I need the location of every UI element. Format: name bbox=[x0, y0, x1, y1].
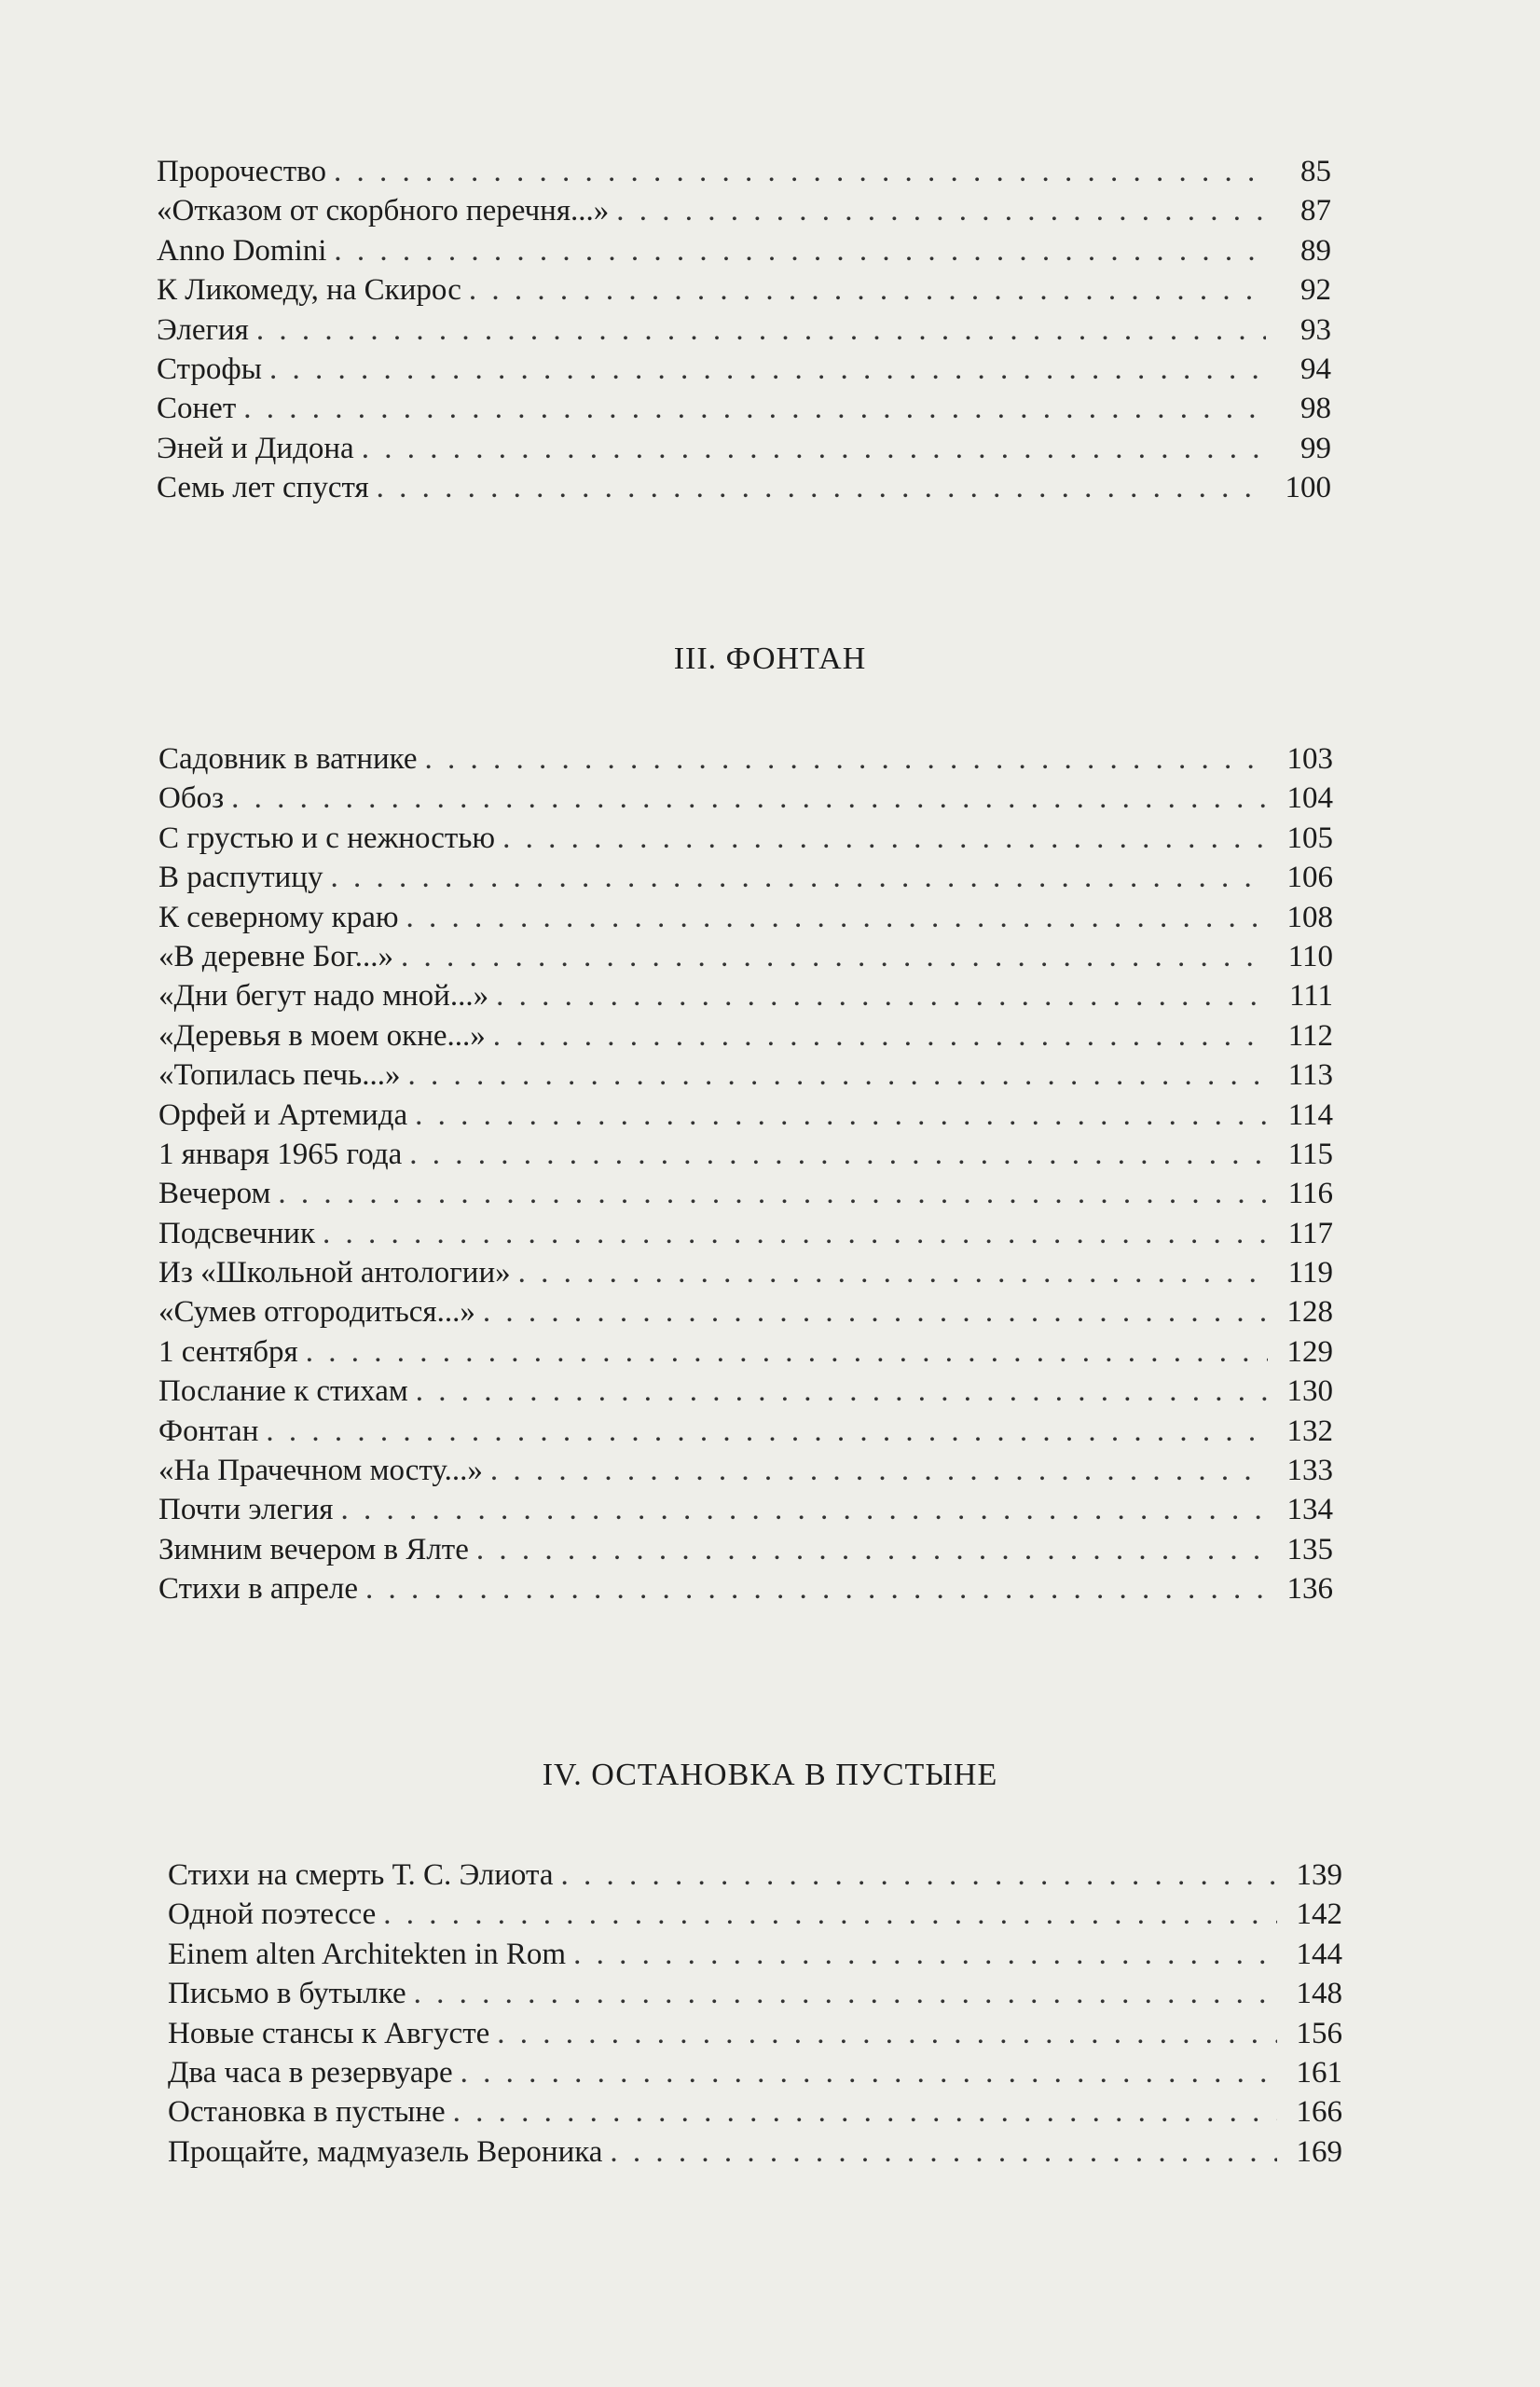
toc-entry-page-number: 89 bbox=[1300, 233, 1331, 268]
toc-entry-title: «В деревне Бог...» bbox=[158, 939, 393, 973]
toc-entry-title: С грустью и с нежностью bbox=[158, 821, 496, 855]
toc-entry bbox=[157, 429, 1331, 468]
toc-entry-title: «Сумев отгородиться...» bbox=[158, 1295, 475, 1330]
toc-entry-title: Элегия bbox=[157, 312, 249, 347]
toc-entry bbox=[158, 1569, 1333, 1608]
dot-leader bbox=[573, 1935, 1277, 1974]
toc-entry-title: Фонтан bbox=[158, 1414, 259, 1448]
dot-leader bbox=[266, 1412, 1268, 1451]
toc-entry bbox=[168, 1856, 1342, 1895]
toc-entry-page-number: 115 bbox=[1287, 1137, 1333, 1171]
dot-leader bbox=[409, 1135, 1268, 1174]
toc-entry-page-number: 112 bbox=[1287, 1018, 1333, 1053]
toc-entry-title: Сонет bbox=[157, 392, 237, 426]
toc-entry-title: «Деревья в моем окне...» bbox=[158, 1018, 486, 1053]
dot-leader bbox=[256, 310, 1266, 350]
toc-entry bbox=[157, 231, 1331, 270]
toc-entry bbox=[158, 1332, 1333, 1372]
dot-leader bbox=[469, 270, 1266, 310]
toc-entry bbox=[158, 937, 1333, 976]
toc-entry-title: Стихи в апреле bbox=[158, 1572, 359, 1607]
toc-entry-page-number: 103 bbox=[1286, 742, 1333, 776]
toc-entry-title: Из «Школьной антологии» bbox=[158, 1256, 511, 1290]
dot-leader bbox=[483, 1292, 1268, 1331]
toc-entry-page-number: 93 bbox=[1300, 312, 1331, 347]
toc-entry-page-number: 119 bbox=[1287, 1256, 1333, 1290]
toc-entry-title: Два часа в резервуаре bbox=[168, 2055, 453, 2090]
dot-leader bbox=[461, 2053, 1277, 2092]
toc-entry bbox=[158, 1372, 1333, 1411]
toc-entry bbox=[158, 1056, 1333, 1095]
toc-entry bbox=[158, 1174, 1333, 1213]
toc-entry-title: Подсвечник bbox=[158, 1216, 315, 1250]
toc-entry-page-number: 85 bbox=[1300, 155, 1331, 188]
toc-entry-page-number: 116 bbox=[1287, 1177, 1333, 1211]
dot-leader bbox=[616, 191, 1266, 230]
toc-entry-page-number: 104 bbox=[1286, 781, 1333, 816]
dot-leader bbox=[334, 231, 1266, 270]
toc-entry-page-number: 99 bbox=[1300, 431, 1331, 465]
toc-entry-title: Новые стансы к Августе bbox=[168, 2016, 490, 2050]
toc-entry bbox=[158, 1530, 1333, 1569]
toc-entry-page-number: 166 bbox=[1296, 2095, 1342, 2130]
dot-leader bbox=[493, 1016, 1268, 1056]
dot-leader bbox=[278, 1174, 1268, 1213]
toc-entry-title: Пророчество bbox=[157, 155, 326, 188]
toc-entry-page-number: 156 bbox=[1296, 2016, 1342, 2050]
dot-leader bbox=[330, 858, 1268, 897]
toc-entry-page-number: 94 bbox=[1300, 352, 1331, 386]
toc-entry bbox=[168, 2132, 1342, 2172]
toc-entry-title: Einem alten Architekten in Rom bbox=[168, 1937, 567, 1971]
toc-entry bbox=[158, 858, 1333, 897]
dot-leader bbox=[453, 2092, 1277, 2132]
toc-entry-title: Почти элегия bbox=[158, 1493, 334, 1527]
dot-leader bbox=[334, 152, 1266, 191]
toc-entry-page-number: 142 bbox=[1296, 1897, 1342, 1932]
toc-entry-page-number: 136 bbox=[1286, 1572, 1333, 1607]
toc-entry-title: 1 января 1965 года bbox=[158, 1137, 403, 1171]
toc-entry-page-number: 144 bbox=[1296, 1937, 1342, 1971]
toc-entry-title: Строфы bbox=[157, 352, 262, 386]
toc-entry bbox=[168, 2053, 1342, 2092]
toc-entry-title: К северному краю bbox=[158, 900, 399, 934]
toc-entry-title: Прощайте, мадмуазель Вероника bbox=[168, 2134, 603, 2169]
dot-leader bbox=[407, 1056, 1268, 1095]
toc-entry bbox=[158, 1412, 1333, 1451]
toc-entry-page-number: 106 bbox=[1286, 861, 1333, 895]
toc-entry bbox=[157, 270, 1331, 310]
toc-entry bbox=[157, 310, 1331, 350]
toc-entry bbox=[157, 350, 1331, 389]
toc-entry bbox=[168, 2014, 1342, 2053]
toc-entry-page-number: 139 bbox=[1296, 1858, 1342, 1892]
toc-entry-title: К Ликомеду, на Скирос bbox=[157, 273, 461, 308]
toc-entry-title: Орфей и Артемида bbox=[158, 1097, 408, 1132]
toc-entry bbox=[158, 898, 1333, 937]
toc-entry-page-number: 111 bbox=[1288, 979, 1333, 1014]
dot-leader bbox=[416, 1372, 1268, 1411]
dot-leader bbox=[231, 779, 1268, 818]
dot-leader bbox=[497, 2014, 1277, 2053]
dot-leader bbox=[476, 1530, 1268, 1569]
toc-entry-page-number: 92 bbox=[1300, 273, 1331, 308]
toc-entry bbox=[168, 1935, 1342, 1974]
toc-entry bbox=[158, 1451, 1333, 1490]
toc-entry bbox=[158, 779, 1333, 818]
toc-entry-page-number: 105 bbox=[1286, 821, 1333, 855]
toc-entry-title: «Дни бегут надо мной...» bbox=[158, 979, 489, 1014]
toc-entry-page-number: 108 bbox=[1286, 900, 1333, 934]
dot-leader bbox=[610, 2132, 1277, 2172]
toc-entry-page-number: 117 bbox=[1287, 1216, 1333, 1250]
dot-leader bbox=[401, 937, 1268, 976]
toc-entry-page-number: 148 bbox=[1296, 1977, 1342, 2011]
toc-entry-title: 1 сентября bbox=[158, 1334, 298, 1369]
toc-entry-title: Письмо в бутылке bbox=[168, 1977, 406, 2011]
toc-list-section-4 bbox=[168, 1856, 1342, 2172]
dot-leader bbox=[323, 1214, 1268, 1253]
toc-entry-title: Обоз bbox=[158, 781, 225, 816]
toc-entry-page-number: 110 bbox=[1287, 939, 1333, 973]
dot-leader bbox=[362, 429, 1266, 468]
dot-leader bbox=[415, 1096, 1268, 1135]
dot-leader bbox=[269, 350, 1266, 389]
toc-entry-title: Послание к стихам bbox=[158, 1374, 408, 1409]
toc-entry-title: Anno Domini bbox=[157, 233, 327, 268]
toc-entry-page-number: 100 bbox=[1285, 471, 1331, 505]
dot-leader bbox=[340, 1490, 1268, 1529]
dot-leader bbox=[496, 976, 1268, 1015]
toc-entry-page-number: 135 bbox=[1286, 1532, 1333, 1566]
toc-entry-page-number: 133 bbox=[1286, 1454, 1333, 1488]
toc-entry-page-number: 130 bbox=[1286, 1374, 1333, 1409]
toc-entry-page-number: 113 bbox=[1287, 1058, 1333, 1093]
dot-leader bbox=[560, 1856, 1277, 1895]
dot-leader bbox=[406, 898, 1269, 937]
section-heading-ostanovka: IV. ОСТАНОВКА В ПУСТЫНЕ bbox=[542, 1758, 998, 1792]
dot-leader bbox=[306, 1332, 1268, 1372]
dot-leader bbox=[518, 1253, 1268, 1292]
toc-entry-title: Зимним вечером в Ялте bbox=[158, 1532, 469, 1566]
toc-entry bbox=[157, 152, 1331, 191]
toc-entry bbox=[158, 1016, 1333, 1056]
dot-leader bbox=[383, 1895, 1277, 1934]
toc-entry-page-number: 134 bbox=[1286, 1493, 1333, 1527]
toc-entry-page-number: 87 bbox=[1300, 194, 1331, 228]
toc-entry-page-number: 132 bbox=[1286, 1414, 1333, 1448]
dot-leader bbox=[502, 819, 1268, 858]
toc-entry bbox=[157, 468, 1331, 507]
dot-leader bbox=[377, 468, 1266, 507]
toc-entry bbox=[158, 1253, 1333, 1292]
toc-entry-title: В распутицу bbox=[158, 861, 323, 895]
dot-leader bbox=[414, 1974, 1277, 2013]
toc-entry-page-number: 128 bbox=[1286, 1295, 1333, 1330]
toc-entry-title: Вечером bbox=[158, 1177, 271, 1211]
toc-entry bbox=[157, 389, 1331, 428]
section-heading-fontan: III. ФОНТАН bbox=[673, 642, 867, 676]
toc-entry-title: Эней и Дидона bbox=[157, 431, 354, 465]
dot-leader bbox=[490, 1451, 1268, 1490]
toc-entry-title: Остановка в пустыне bbox=[168, 2095, 446, 2130]
toc-entry bbox=[158, 1096, 1333, 1135]
toc-entry-title: Садовник в ватнике bbox=[158, 742, 418, 776]
toc-entry bbox=[168, 2092, 1342, 2132]
dot-leader bbox=[243, 389, 1266, 428]
toc-entry-page-number: 161 bbox=[1296, 2055, 1342, 2090]
toc-entry bbox=[158, 819, 1333, 858]
toc-entry bbox=[158, 1135, 1333, 1174]
toc-entry bbox=[158, 1292, 1333, 1331]
dot-leader bbox=[365, 1569, 1268, 1608]
toc-entry-title: «На Прачечном мосту...» bbox=[158, 1454, 483, 1488]
toc-entry-title: Стихи на смерть Т. С. Элиота bbox=[168, 1858, 554, 1892]
toc-entry bbox=[168, 1974, 1342, 2013]
toc-list-section-2 bbox=[157, 152, 1331, 508]
toc-entry-title: Одной поэтессе bbox=[168, 1897, 377, 1932]
toc-entry-page-number: 169 bbox=[1296, 2134, 1342, 2169]
toc-entry-title: «Топилась печь...» bbox=[158, 1058, 401, 1093]
toc-entry-title: «Отказом от скорбного перечня...» bbox=[157, 194, 610, 228]
toc-entry bbox=[158, 1490, 1333, 1529]
toc-entry-page-number: 114 bbox=[1287, 1097, 1333, 1132]
toc-entry bbox=[157, 191, 1331, 230]
toc-entry bbox=[158, 1214, 1333, 1253]
toc-entry bbox=[158, 976, 1333, 1015]
dot-leader bbox=[425, 739, 1268, 779]
toc-entry-page-number: 98 bbox=[1300, 392, 1331, 426]
toc-entry bbox=[158, 739, 1333, 779]
toc-entry-title: Семь лет спустя bbox=[157, 471, 369, 505]
toc-list-section-3 bbox=[158, 739, 1333, 1609]
toc-entry-page-number: 129 bbox=[1286, 1334, 1333, 1369]
toc-entry bbox=[168, 1895, 1342, 1934]
